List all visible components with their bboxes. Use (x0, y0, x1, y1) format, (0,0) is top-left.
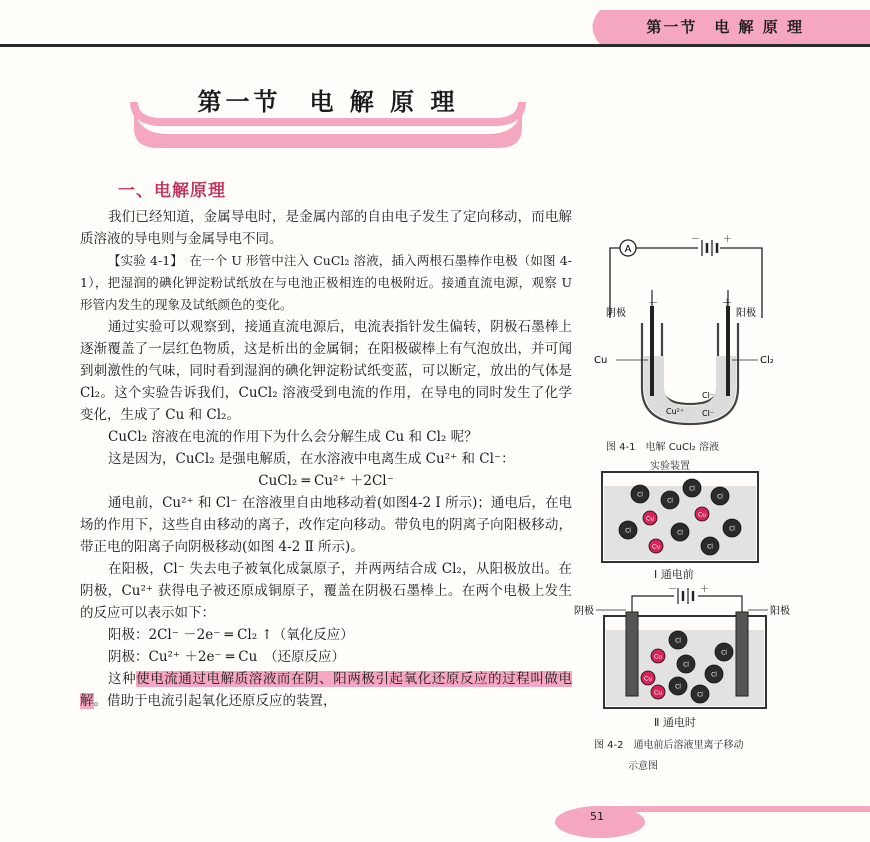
cl-ion-label: Cl (677, 529, 683, 537)
cu-ion-label: Cu (698, 511, 706, 519)
figure-4-2-caption-line2: 示意图 (628, 761, 658, 772)
figure-4-1-caption-line1: 图 4-1 电解 CuCl₂ 溶液 (606, 442, 719, 453)
cl-ion-label: Cl (717, 493, 723, 501)
battery-plus-II: ＋ (700, 585, 710, 595)
experiment-text: 在一个 U 形管中注入 CuCl₂ 溶液，插入两根石墨棒作电极（如图 4-1），把湿润的碘化钾淀粉试纸放在与电池正极相连的电极附近。接通直流电源，观察 U 形管内发生的现象及试纸颜色的变化。 (80, 253, 572, 312)
cl-ion-label: Cl (675, 637, 681, 645)
cl-ion-label: Cl (675, 683, 681, 691)
cu-ion-label: Cu (654, 653, 662, 661)
ion-cl-label-2: Cl⁻ (702, 409, 715, 418)
solution (644, 356, 736, 422)
cathode-label-II: 阴极 (574, 606, 594, 617)
cathode-rod-II (626, 612, 638, 696)
running-header (0, 0, 870, 48)
ion-cu-label: Cu²⁺ (666, 407, 685, 416)
anode-plus: ＋ (722, 298, 732, 309)
page-number: 51 (590, 810, 604, 823)
cl2-label: Cl₂ (760, 355, 774, 366)
definition-paragraph (80, 668, 572, 712)
cl-ion-label: Cl (667, 497, 673, 505)
figure-4-1 (590, 228, 780, 428)
experiment-label: 【实验 4-1】 (108, 253, 177, 268)
paragraph-3: 通过实验可以观察到，接通直流电源后，电流表指针发生偏转，阴极石墨棒上逐渐覆盖了一层红色物质，这是析出的金属铜；在阳极碳棒上有气泡放出，并可闻到刺激性的气味，同时看到湿润的碘化钾淀粉试纸变蓝，可以断定，放出的气体是 Cl₂。这个实验告诉我们，CuCl₂ 溶液受到电流的作用，在导电的同时发生了化学变化，生成了 Cu 和 Cl₂。 (80, 319, 572, 423)
cl-ion-label: Cl (721, 649, 727, 657)
figure-4-2-caption-line1: 图 4-2 通电前后溶液里离子移动 (594, 740, 744, 751)
cathode-reaction: 阴极：Cu²⁺ ＋2e⁻ ═ Cu （还原反应） (108, 649, 346, 665)
battery-icon (698, 240, 720, 256)
definition-highlight-2: 反应的过程叫做电解 (80, 671, 572, 709)
equation-dissociation: CuCl₂ ═ Cu²⁺ ＋2Cl⁻ (258, 473, 394, 489)
cl-ion-label: Cl (707, 543, 713, 551)
paragraph-7: 在阳极，Cl⁻ 失去电子被氧化成氯原子，并两两结合成 Cl₂，从阳极放出。在阴极，Cu²⁺ 获得电子被还原成铜原子，覆盖在阴极石墨棒上。在两个电极上发生的反应可以表示如下： (80, 561, 572, 621)
definition-pre: 这种 (108, 671, 137, 687)
anode-label-II: 阳极 (770, 606, 790, 617)
experiment-paragraph (80, 250, 572, 316)
definition-highlight-1: 使电流通过电解质溶液而在阴、阳两极引起氧化还原 (136, 671, 460, 687)
figure-4-2-caption (594, 736, 744, 772)
definition-post: 。借助于电流引起氧化还原反应的装置， (93, 693, 337, 709)
cl-ion-label: Cl (625, 527, 631, 535)
cl-ion-label: Cl (689, 485, 695, 493)
anode-label: 阳极 (736, 308, 756, 319)
cathode-minus: － (648, 298, 658, 309)
battery-minus-II: － (668, 585, 678, 595)
paragraph-4: CuCl₂ 溶液在电流的作用下为什么会分解生成 Cu 和 Cl₂ 呢？ (108, 429, 478, 445)
cu-ion-label: Cu (652, 543, 660, 551)
battery-minus: － (691, 235, 701, 245)
cu-label: Cu (594, 355, 608, 366)
anode-reaction: 阳极：2Cl⁻ －2e⁻ ═ Cl₂ ↑（氧化反应） (108, 627, 354, 643)
header-rule (0, 44, 870, 47)
cu-ion-label: Cu (644, 675, 652, 683)
battery-plus: ＋ (723, 235, 733, 245)
cathode-label: 阴极 (606, 308, 626, 319)
cu-ion-label: Cu (654, 689, 662, 697)
figure-4-2-II (574, 582, 804, 712)
figure-4-1-caption (606, 438, 719, 472)
cl-ion-label: Cl (697, 691, 703, 699)
cl-ion-label: Cl (711, 671, 717, 679)
battery-icon-II (674, 588, 698, 604)
figure-4-2-I (600, 470, 760, 566)
paragraph-6: 通电前，Cu²⁺ 和 Cl⁻ 在溶液里自由地移动着(如图4-2 Ⅰ 所示)；通电后，在电场的作用下，这些自由移动的离子，改作定向移动。带负电的阴离子向阳极移动，带正电的阳离子向阴极移动(如图 4-2 Ⅱ 所示)。 (80, 495, 572, 555)
anode-rod-II (736, 612, 748, 696)
paragraph-1: 我们已经知道，金属导电时，是金属内部的自由电子发生了定向移动，而电解质溶液的导电则与金属导电不同。 (80, 209, 572, 247)
ion-cl-label: Cl⁻ (702, 391, 715, 400)
ammeter-label: A (624, 244, 632, 255)
cl-ion-label: Cl (637, 491, 643, 499)
figure-4-2-II-label: Ⅱ 通电时 (654, 716, 696, 729)
running-title: 第一节 电 解 原 理 (646, 18, 804, 36)
figure-4-2-I-label: Ⅰ 通电前 (654, 568, 694, 581)
paragraph-5: 这是因为，CuCl₂ 是强电解质，在水溶液中电离生成 Cu²⁺ 和 Cl⁻： (108, 451, 515, 467)
chapter-banner (128, 72, 528, 150)
body-text (80, 206, 572, 712)
cu-ion-label: Cu (646, 515, 654, 523)
figure-4-1-caption-line2: 实验装置 (650, 461, 690, 472)
cl-ion-label: Cl (683, 661, 689, 669)
cl-ion-label: Cl (729, 525, 735, 533)
page-title: 第一节 电 解 原 理 (197, 88, 459, 116)
section-heading: 一、电解原理 (118, 181, 226, 201)
